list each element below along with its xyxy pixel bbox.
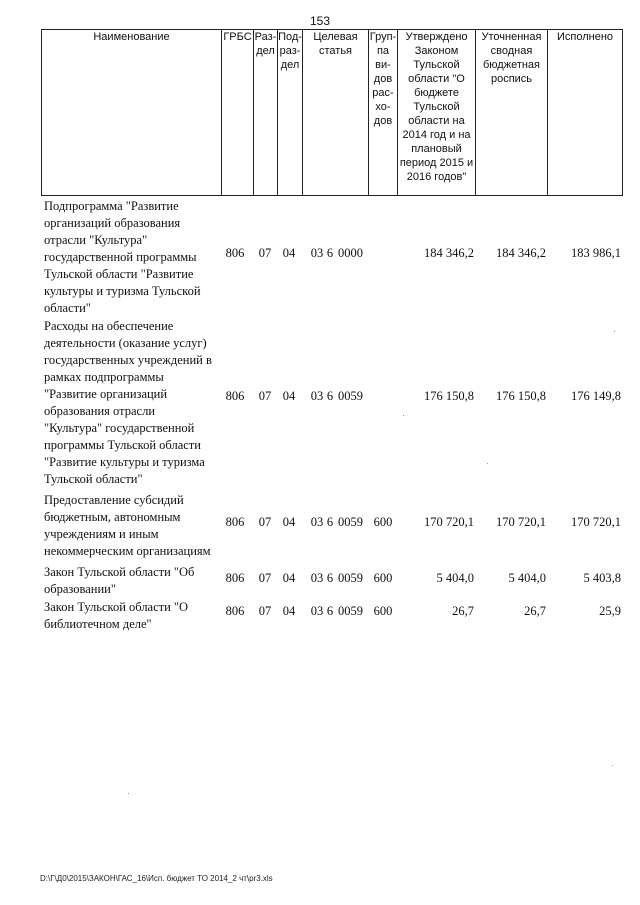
header-utverzhdeno-line: области на [408, 115, 465, 127]
header-razdel-line: дел [256, 45, 275, 57]
header-name: Наименование [93, 31, 170, 43]
col-divider [221, 29, 222, 195]
cell-celevaya-2: 6 [326, 515, 334, 529]
row-name-line: библиотечном деле" [44, 617, 152, 631]
row-name [44, 564, 224, 598]
scan-speck [487, 463, 488, 464]
row-name-line: программы Тульской области [44, 438, 201, 452]
cell-celevaya-2: 6 [326, 389, 334, 403]
header-ispolneno: Исполнено [556, 31, 614, 43]
cell-ispolneno: 25,9 [599, 604, 621, 618]
col-divider [547, 29, 548, 195]
header-gruppa-line: Груп- [369, 31, 397, 43]
header-gruppa-line: ви- [375, 59, 391, 71]
cell-grbs: 806 [225, 571, 245, 585]
footer-file-path: D:\Г\Д0\2015\ЗАКОН\ГАС_16\Исп. бюджет ТО 2014_2 чт\pr3.xls [40, 874, 273, 883]
header-razdel [254, 30, 277, 58]
cell-razdel: 07 [258, 571, 272, 585]
row-name-line: организаций образования [44, 216, 181, 230]
cell-celevaya-3: 0059 [338, 571, 363, 585]
cell-grbs: 806 [225, 246, 245, 260]
cell-ispolneno: 183 986,1 [571, 246, 621, 260]
cell-celevaya-1: 03 [310, 246, 324, 260]
cell-razdel: 07 [258, 389, 272, 403]
row-name-line: Подпрограмма "Развитие [44, 199, 179, 213]
col-divider [41, 29, 42, 195]
header-gruppa-line: хо- [375, 101, 391, 113]
cell-celevaya-2: 6 [326, 571, 334, 585]
cell-utochnennaya: 184 346,2 [496, 246, 546, 260]
row-name-line: культуры и туризма Тульской [44, 284, 201, 298]
page-number: 153 [309, 14, 331, 28]
cell-vr: 600 [373, 515, 393, 529]
header-podrazdel [278, 30, 302, 72]
cell-celevaya-3: 0059 [338, 604, 363, 618]
row-name-line: некоммерческим организациям [44, 544, 211, 558]
cell-podrazdel: 04 [282, 515, 296, 529]
header-utverzhdeno-line: области "О [408, 73, 465, 85]
row-name-line: Закон Тульской области "О [44, 600, 189, 614]
cell-utverzhdeno: 26,7 [452, 604, 474, 618]
header-razdel-line: Раз- [254, 31, 277, 43]
cell-razdel: 07 [258, 246, 272, 260]
cell-celevaya-1: 03 [310, 604, 324, 618]
cell-podrazdel: 04 [282, 571, 296, 585]
cell-razdel: 07 [258, 515, 272, 529]
row-name-line: бюджетным, автономным [44, 510, 181, 524]
cell-celevaya-1: 03 [310, 389, 324, 403]
row-name-line: учреждениям и иным [44, 527, 159, 541]
header-celevaya-line: статья [318, 45, 353, 57]
cell-utverzhdeno: 184 346,2 [424, 246, 474, 260]
header-gruppa [369, 30, 397, 128]
cell-utverzhdeno: 5 404,0 [436, 571, 474, 585]
header-utverzhdeno-line: период 2015 и [399, 157, 474, 169]
header-utverzhdeno [398, 30, 475, 184]
header-gruppa-line: рас- [372, 87, 394, 99]
header-celevaya [303, 30, 368, 58]
row-name-line: Тульской области" [44, 472, 143, 486]
cell-utochnennaya: 170 720,1 [496, 515, 546, 529]
scan-speck [403, 415, 404, 416]
header-utverzhdeno-line: Тульской [413, 101, 460, 113]
header-gruppa-line: дов [373, 115, 393, 127]
row-name-line: государственной программы [44, 250, 197, 264]
header-grbs: ГРБС [223, 31, 252, 43]
cell-ispolneno: 5 403,8 [583, 571, 621, 585]
cell-utochnennaya: 26,7 [524, 604, 546, 618]
row-name-line: образовании" [44, 582, 116, 596]
scan-speck [612, 765, 613, 766]
cell-celevaya-3: 0059 [338, 515, 363, 529]
row-name-line: отрасли "Культура" [44, 233, 148, 247]
header-utochnennaya-line: бюджетная [482, 59, 541, 71]
cell-vr: 600 [373, 604, 393, 618]
cell-ispolneno: 176 149,8 [571, 389, 621, 403]
row-name-line: "Культура" государственной [44, 421, 195, 435]
row-name [44, 198, 224, 317]
cell-celevaya-3: 0059 [338, 389, 363, 403]
row-name-line: деятельности (оказание услуг) [44, 336, 207, 350]
cell-celevaya-1: 03 [310, 571, 324, 585]
cell-grbs: 806 [225, 515, 245, 529]
cell-celevaya-2: 6 [326, 246, 334, 260]
cell-utverzhdeno: 170 720,1 [424, 515, 474, 529]
cell-utochnennaya: 5 404,0 [508, 571, 546, 585]
header-gruppa-line: па [376, 45, 390, 57]
row-name-line: рамках подпрограммы [44, 370, 164, 384]
header-utverzhdeno-line: 2014 год и на [402, 129, 471, 141]
header-podrazdel-line: дел [280, 59, 300, 71]
row-name-line: Предоставление субсидий [44, 493, 184, 507]
header-bottom-border [41, 195, 623, 196]
header-utochnennaya-line: Уточненная [481, 31, 542, 43]
row-name-line: "Развитие культуры и туризма [44, 455, 205, 469]
row-name [44, 492, 224, 560]
row-name-line: Тульской области "Развитие [44, 267, 194, 281]
cell-podrazdel: 04 [282, 604, 296, 618]
cell-podrazdel: 04 [282, 389, 296, 403]
header-celevaya-line: Целевая [313, 31, 358, 43]
cell-podrazdel: 04 [282, 246, 296, 260]
row-name-line: "Развитие организаций [44, 387, 168, 401]
cell-celevaya-1: 03 [310, 515, 324, 529]
row-name-line: Закон Тульской области "Об [44, 565, 195, 579]
cell-utverzhdeno: 176 150,8 [424, 389, 474, 403]
header-utverzhdeno-line: Законом [414, 45, 459, 57]
header-utverzhdeno-line: плановый [411, 143, 462, 155]
header-utochnennaya-line: роспись [490, 73, 533, 85]
cell-razdel: 07 [258, 604, 272, 618]
header-podrazdel-line: Под- [278, 31, 302, 43]
header-utverzhdeno-line: бюджете [414, 87, 459, 99]
row-name-line: Расходы на обеспечение [44, 319, 174, 333]
row-name-line: государственных учреждений в [44, 353, 212, 367]
header-gruppa-line: дов [373, 73, 393, 85]
cell-vr: 600 [373, 571, 393, 585]
row-name-line: области" [44, 301, 91, 315]
cell-celevaya-2: 6 [326, 604, 334, 618]
row-name-line: образования отрасли [44, 404, 156, 418]
row-name [44, 318, 224, 488]
row-name [44, 599, 224, 633]
header-podrazdel-line: раз- [279, 45, 301, 57]
header-utochnennaya-line: сводная [490, 45, 533, 57]
cell-grbs: 806 [225, 389, 245, 403]
col-divider [622, 29, 623, 195]
header-utochnennaya [476, 30, 547, 86]
header-utverzhdeno-line: Утверждено [405, 31, 468, 43]
scan-speck [614, 331, 615, 332]
scan-speck [128, 793, 129, 794]
header-utverzhdeno-line: Тульской [413, 59, 460, 71]
cell-grbs: 806 [225, 604, 245, 618]
cell-ispolneno: 170 720,1 [571, 515, 621, 529]
cell-celevaya-3: 0000 [338, 246, 363, 260]
cell-utochnennaya: 176 150,8 [496, 389, 546, 403]
header-utverzhdeno-line: 2016 годов" [406, 171, 467, 183]
